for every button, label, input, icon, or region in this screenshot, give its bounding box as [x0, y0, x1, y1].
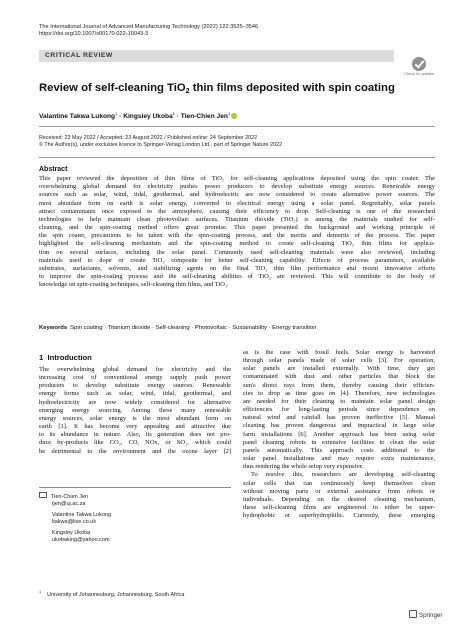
- abstract-line: sources such as solar, wind, tidal, geothermal, and hydroelectric are now considered to create alternative power sources. The: [39, 191, 435, 199]
- body-line: solar cells that can continuously keep themselves clean: [243, 479, 435, 487]
- abstract-line: most abundant form on earth is solar energy, converted to electrical energy using a solar panel. Regrettably, solar panels: [39, 199, 435, 207]
- body-line: thus rendering the whole setup very expensive.: [243, 463, 365, 471]
- body-line: to its abundance in nature. Also, its generation does not pro-: [39, 431, 231, 439]
- contact-name: Tien-Chien Jen: [51, 494, 89, 500]
- body-line: solar panels are installed externally. With time, they get: [243, 365, 435, 373]
- copyright-line: © The Author(s), under exclusive licence to Springer-Verlag London Ltd., part of Springer Nature 2022: [39, 142, 282, 149]
- body-line: hydroelectricity are now widely considered for alternative: [39, 398, 231, 406]
- paper-title: [39, 82, 395, 95]
- body-line: farm installations [6]. Another approach has been using solar: [243, 430, 435, 438]
- contact-name: Valantine Takwa Lukong: [52, 511, 112, 518]
- divider: [39, 157, 435, 158]
- section-title: Introduction: [47, 353, 92, 362]
- body-line: emerging energy sourcing. Among these many renewable: [39, 406, 231, 414]
- body-line: energy sources, solar energy is the most abundant form on: [39, 414, 231, 422]
- abstract-heading: Abstract: [39, 166, 68, 173]
- body-line: through solar panels made of solar cells [3]. For operation,: [243, 357, 435, 365]
- abstract-line: technologies to help maintain clean photovoltaic surfaces. Titanium dioxide (TiO₂) is among the materials studied for self-: [39, 215, 435, 223]
- contact-block: [39, 492, 111, 547]
- author-name[interactable]: Kingsley Ukoba: [123, 113, 173, 121]
- body-line: cleaning has proven dangerous and impractical in large solar: [243, 422, 435, 430]
- author-separator: ·: [117, 113, 124, 121]
- body-line: be detrimental to the environment and the ozone layer [2]: [39, 447, 231, 455]
- dates-line: Received: 23 May 2022 / Accepted: 23 August 2022 / Published online: 24 September 2022: [39, 135, 258, 141]
- abstract-line: tion on several surfaces, including the solar panel. Commonly used self-cleaning materials were also reviewed, including: [39, 248, 435, 256]
- body-line: energy forms such as solar, wind, tidal, geothermal, and: [39, 390, 231, 398]
- body-line: panels automatically. This approach costs additional to the: [243, 446, 435, 454]
- affiliation-text: University of Johannesburg, Johannesburg, South Africa: [47, 591, 185, 598]
- author-affiliation-mark: 1: [115, 111, 118, 116]
- body-line: contaminated with dust and other particles that block the: [243, 373, 435, 381]
- article-type-label: CRITICAL REVIEW: [45, 52, 113, 59]
- publisher-logo: [409, 610, 442, 619]
- section-number: 1: [39, 353, 44, 362]
- abstract-line: overwhelming global demand for electricity pushes power producers to develop substitute energy sources. Renewable energy: [39, 183, 435, 191]
- journal-header: [39, 24, 258, 39]
- abstract-line: to improve the spin-coating process and the self-cleaning abilities of TiO₂ are reviewed. This will contribute to the body of: [39, 273, 435, 281]
- doi-link[interactable]: https://doi.org/10.1007/s00170-022-10043-3: [39, 31, 149, 38]
- abstract-line: substrates, surfactants, solvents, and stabilizing agents on the final TiO₂ thin film performance and recent innovative efforts: [39, 264, 435, 272]
- body-line: natural wind and rainfall has proven ineffective [5]. Manual: [243, 414, 435, 422]
- keywords-text: Spin coating · Titanium dioxide · Self-cleaning · Photovoltaic · Sustainability · Energy transition: [70, 325, 317, 331]
- contact-name: Kingsley Ukoba: [52, 529, 91, 536]
- footnote-divider: [39, 487, 231, 488]
- body-line: panel cleaning robots in extensive facilities to clean the solar: [243, 438, 435, 446]
- left-column: [39, 366, 231, 456]
- abstract-line: highlighted the self-cleaning mechanism and the spin-coating method to create self-cleaning TiO₂ thin films for applica-: [39, 240, 435, 248]
- abstract-line: the spin coater, precautions to be taken with the spin-coating process, and the merits and demerits of the process. The paper: [39, 232, 435, 240]
- body-line: increasing cost of conventional energy supply push power: [39, 374, 231, 382]
- publication-dates: [39, 135, 282, 150]
- body-line: without moving parts or external assistance from robots or: [243, 487, 435, 495]
- springer-horse-icon: [409, 610, 417, 618]
- author-name[interactable]: Tien-Chien Jen: [180, 113, 228, 121]
- body-line: sun's direct rays from them, thereby causing their efficien-: [243, 381, 435, 389]
- author-affiliation-mark: 1: [172, 111, 175, 116]
- article-type-bar: [39, 50, 394, 62]
- contact-email[interactable]: tjen@uj.ac.za: [52, 500, 86, 507]
- title-prefix: Review of self-cleaning TiO: [39, 82, 186, 94]
- body-line: earth [1]. It has become very appealing and attractive due: [39, 423, 231, 431]
- divider: [39, 126, 435, 127]
- check-for-updates-badge[interactable]: [404, 57, 434, 79]
- affiliation: [39, 590, 184, 598]
- affiliation-mark: 1: [39, 590, 42, 594]
- abstract-line: materials used to dope or create TiO₂ composite for better self-cleaning capability. Effects of process parameters, available: [39, 256, 435, 264]
- abstract-line: knowledge on spin-coating techniques, self-cleaning thin films, and TiO₂.: [39, 281, 229, 289]
- journal-citation: The International Journal of Advanced Manufacturing Technology (2022) 122:3525–3546: [39, 24, 259, 30]
- body-line: are needed for their cleaning to maintain solar panel design: [243, 397, 435, 405]
- author-affiliation-mark: 1: [227, 111, 231, 116]
- envelope-icon: [39, 492, 47, 498]
- body-line: individuals. Depending on the desired cleaning mechanism,: [243, 495, 435, 503]
- publisher-name: Springer: [419, 612, 443, 619]
- title-suffix: thin films deposited with spin coating: [189, 82, 395, 94]
- keywords-label: Keywords: [39, 325, 68, 331]
- abstract-line: This paper reviewed the deposition of thin films of TiO₂ for self-cleaning applications deposited using the spin coater. The: [39, 175, 435, 182]
- body-line: To resolve this, researchers are developing self-cleaning: [251, 471, 435, 479]
- right-column: [243, 349, 435, 520]
- contact-email[interactable]: ukobaking@yahoo.com: [52, 536, 110, 543]
- abstract-body: [39, 175, 435, 289]
- author-name[interactable]: Valantine Takwa Lukong: [39, 113, 116, 121]
- body-line: solar panel installations and may require extra maintenance,: [243, 455, 435, 463]
- body-line: producers to develop substitute energy sources. Renewable: [39, 382, 231, 390]
- keywords: [39, 325, 316, 331]
- body-line: duce by-products like CO₂, CO, NOx, or SO₂, which could: [39, 439, 231, 447]
- check-updates-icon: [412, 57, 426, 71]
- contact-email[interactable]: ltakwa@live.co.uk: [52, 518, 97, 525]
- author-separator: ·: [174, 113, 181, 121]
- body-line: The overwhelming global demand for electricity and the: [39, 366, 231, 373]
- section-heading: [39, 353, 92, 362]
- body-line: hydrophobic or superhydrophilic. Currently, these emerging: [243, 512, 435, 520]
- orcid-icon[interactable]: [231, 113, 237, 119]
- body-line: efficiencies for long-lasting periods since dependence on: [243, 406, 435, 414]
- check-updates-text: Check for updates: [404, 72, 434, 76]
- abstract-line: cleaning, and the spin-coating method offers great promise. This paper presented the background and working principle of: [39, 224, 435, 232]
- author-list: [39, 111, 237, 120]
- title-subscript: 2: [185, 88, 190, 95]
- body-line: cies to drop as time goes on [4]. Therefore, new technologies: [243, 389, 435, 397]
- body-line: as is the case with fossil fuels. Solar energy is harvested: [243, 349, 435, 356]
- body-line: these self-cleaning films are engineered to either be super-: [243, 503, 435, 511]
- abstract-line: attract contaminants once exposed to the atmosphere, causing their efficiency to drop. Self-cleaning is one of the researched: [39, 207, 435, 215]
